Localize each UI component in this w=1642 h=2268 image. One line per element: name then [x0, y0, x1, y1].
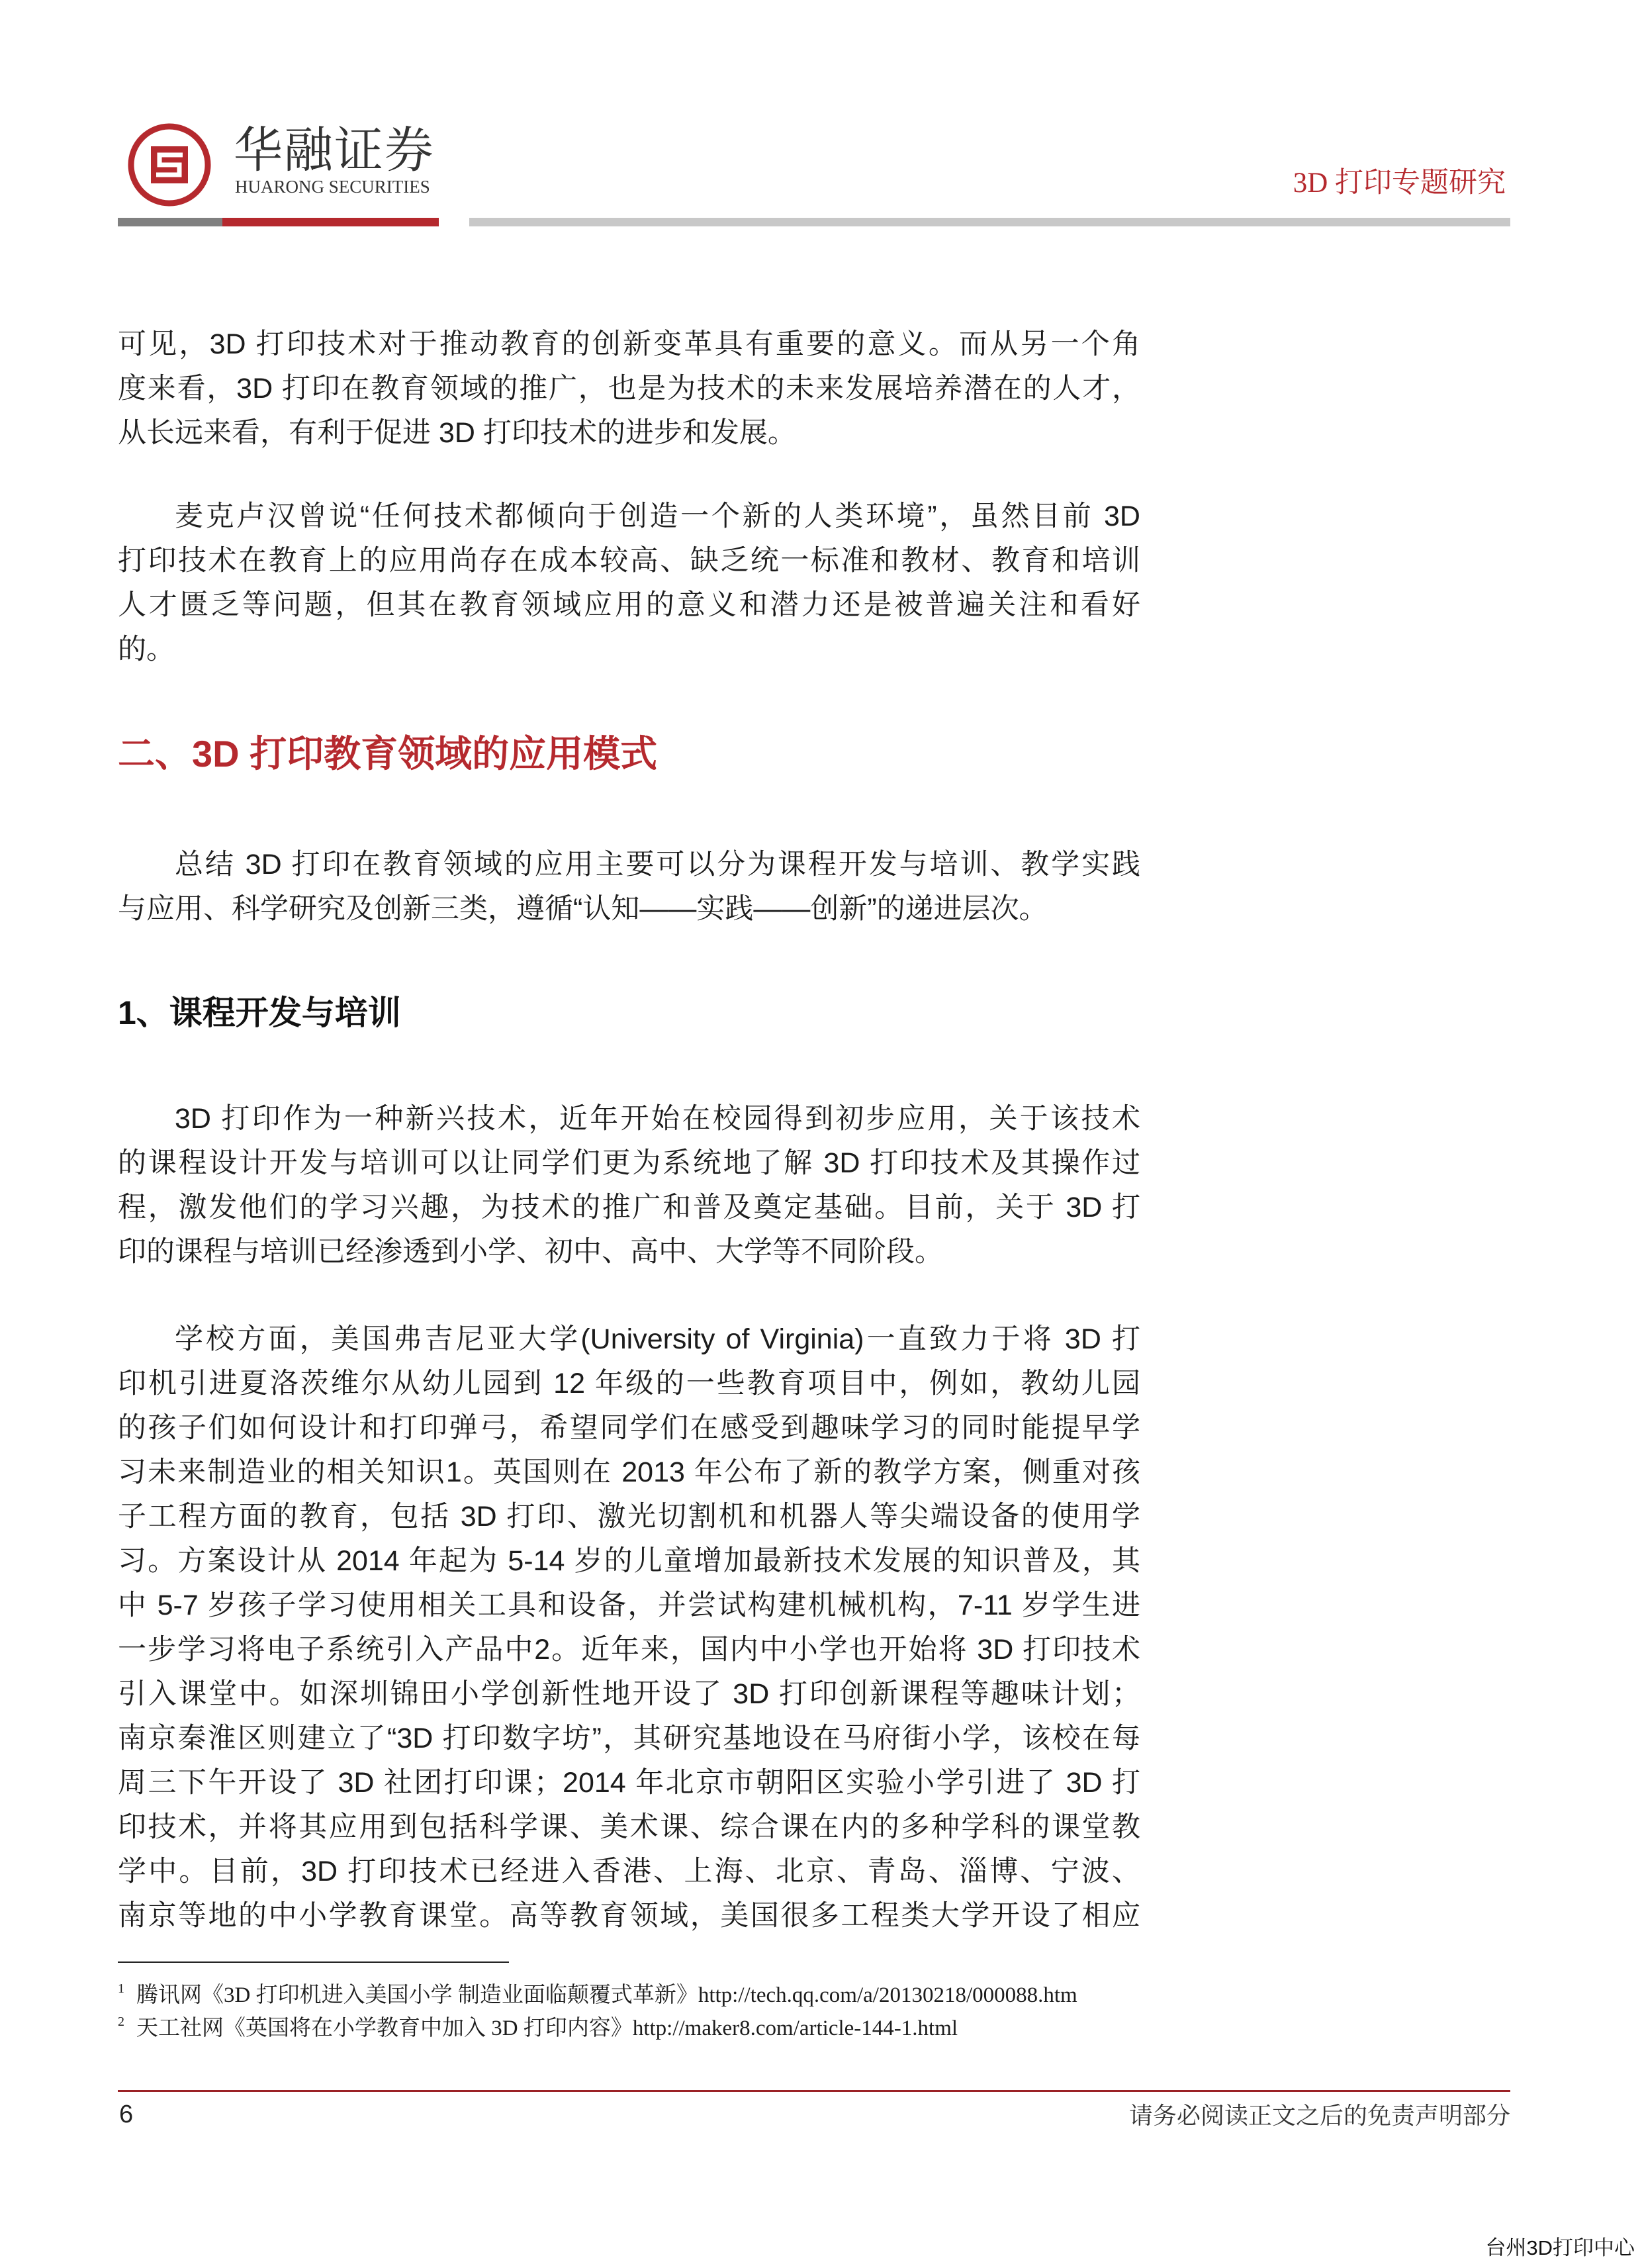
text-line: 学校方面，美国弗吉尼亚大学(University of Virginia)一直致力于将 3D 打 — [175, 1323, 1140, 1355]
text-line: 一步学习将电子系统引入产品中2。近年来，国内中小学也开始将 3D 打印技术 — [118, 1634, 1140, 1666]
text-line: 学中。目前，3D 打印技术已经进入香港、上海、北京、青岛、淄博、宁波、 — [118, 1856, 1140, 1887]
text-line: 的。 — [118, 634, 175, 665]
text-line: 南京秦淮区则建立了“3D 打印数字坊”，其研究基地设在马府街小学，该校在每 — [118, 1723, 1140, 1754]
text-line: 周三下午开设了 3D 社团打印课；2014 年北京市朝阳区实验小学引进了 3D 打 — [118, 1767, 1140, 1799]
text-line: 引入课堂中。如深圳锦田小学创新性地开设了 3D 打印创新课程等趣味计划； — [118, 1678, 1140, 1710]
text-line: 3D 打印作为一种新兴技术，近年开始在校园得到初步应用，关于该技术 — [175, 1103, 1140, 1135]
text-line: 麦克卢汉曾说“任何技术都倾向于创造一个新的人类环境”，虽然目前 3D — [175, 500, 1140, 532]
report-title: 3D 打印专题研究 — [1293, 167, 1506, 199]
text-line: 中 5-7 岁孩子学习使用相关工具和设备，并尝试构建机械机构，7-11 岁学生进 — [118, 1589, 1140, 1621]
text-line: 度来看，3D 打印在教育领域的推广，也是为技术的未来发展培养潜在的人才， — [118, 373, 1140, 404]
page-number: 6 — [119, 2101, 134, 2128]
section-heading: 二、3D 打印教育领域的应用模式 — [118, 733, 658, 775]
footer-rule — [118, 2090, 1510, 2092]
logo-name-cn: 华融证券 — [234, 122, 435, 177]
footnote-separator — [118, 1961, 509, 1963]
text-line: 的孩子们如何设计和打印弹弓，希望同学们在感受到趣味学习的同时能提早学 — [118, 1412, 1140, 1444]
header-rule-red — [222, 218, 439, 226]
huarong-logo-icon — [126, 122, 212, 208]
body-paragraph — [118, 1097, 1140, 1274]
text-line: 南京等地的中小学教育课堂。高等教育领域，美国很多工程类大学开设了相应 — [118, 1900, 1140, 1932]
text-line: 子工程方面的教育，包括 3D 打印、激光切割机和机器人等尖端设备的使用学 — [118, 1501, 1140, 1533]
text-line: 印的课程与培训已经渗透到小学、初中、高中、大学等不同阶段。 — [118, 1236, 943, 1268]
text-line: 印技术，并将其应用到包括科学课、美术课、综合课在内的多种学科的课堂教 — [118, 1811, 1140, 1843]
text-line: 的课程设计开发与培训可以让同学们更为系统地了解 3D 打印技术及其操作过 — [118, 1147, 1140, 1179]
logo-name-en: HUARONG SECURITIES — [235, 177, 430, 197]
body-paragraph — [118, 1317, 1140, 1938]
footnote — [118, 2015, 958, 2042]
text-line: 与应用、科学研究及创新三类，遵循“认知——实践——创新”的递进层次。 — [118, 893, 1048, 925]
disclaimer-note: 请务必阅读正文之后的免责声明部分 — [1128, 2103, 1510, 2129]
text-line: 总结 3D 打印在教育领域的应用主要可以分为课程开发与培训、教学实践 — [175, 849, 1140, 880]
footnote — [118, 1982, 1077, 2008]
text-line: 印机引进夏洛茨维尔从幼儿园到 12 年级的一些教育项目中，例如，教幼儿园 — [118, 1368, 1140, 1399]
body-paragraph — [118, 495, 1140, 672]
footnote-url: http://maker8.com/article-144-1.html — [632, 2016, 958, 2040]
header-rule-dark — [118, 218, 222, 226]
footnote-mark: 2 — [118, 2014, 124, 2029]
text-line: 习。方案设计从 2014 年起为 5-14 岁的儿童增加最新技术发展的知识普及，其 — [118, 1545, 1140, 1577]
footnote-mark: 1 — [118, 1981, 124, 1996]
footnote-source: 天工社网《英国将在小学教育中加入 3D 打印内容》 — [136, 2016, 633, 2040]
text-line: 打印技术在教育上的应用尚存在成本较高、缺乏统一标准和教材、教育和培训 — [118, 545, 1140, 577]
subsection-heading: 1、课程开发与培训 — [118, 994, 401, 1031]
footnote-url: http://tech.qq.com/a/20130218/000088.htm — [698, 1983, 1077, 2007]
text-line: 习未来制造业的相关知识1。英国则在 2013 年公布了新的教学方案，侧重对孩 — [118, 1456, 1140, 1488]
header-rule-light — [469, 218, 1510, 226]
text-line: 人才匮乏等问题，但其在教育领域应用的意义和潜力还是被普遍关注和看好 — [118, 589, 1140, 621]
text-line: 可见，3D 打印技术对于推动教育的创新变革具有重要的意义。而从另一个角 — [118, 328, 1140, 360]
text-line: 程，激发他们的学习兴趣，为技术的推广和普及奠定基础。目前，关于 3D 打 — [118, 1192, 1140, 1223]
body-paragraph — [118, 322, 1140, 455]
footnote-source: 腾讯网《3D 打印机进入美国小学 制造业面临颠覆式革新》 — [136, 1983, 698, 2007]
watermark: 台州3D打印中心 — [1485, 2236, 1635, 2259]
text-line: 从长远来看，有利于促进 3D 打印技术的进步和发展。 — [118, 417, 796, 449]
body-paragraph — [118, 843, 1140, 931]
